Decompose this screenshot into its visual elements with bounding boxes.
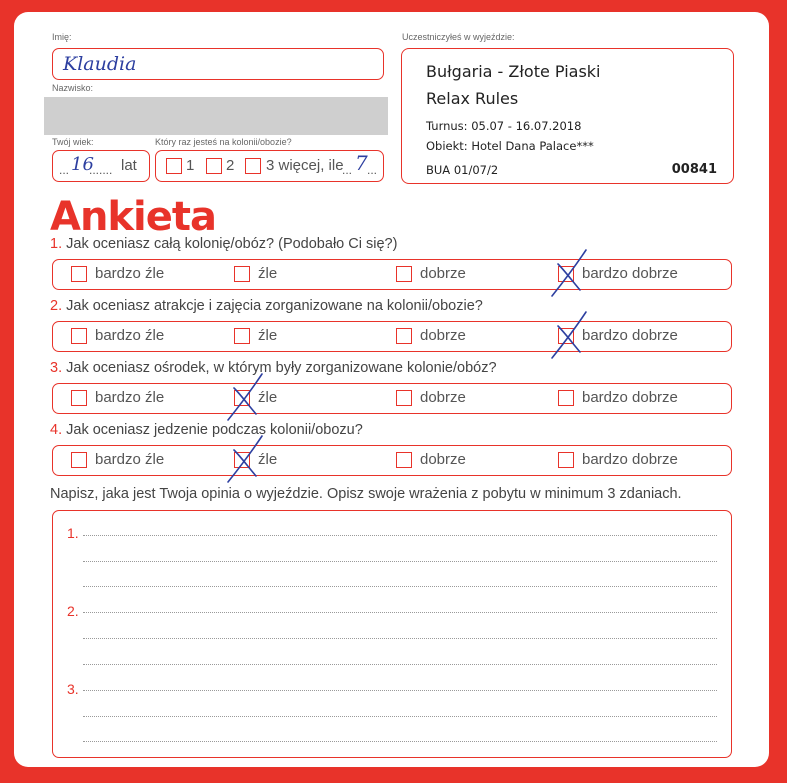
rating-option-label: bardzo źle <box>95 451 165 468</box>
question-3-text <box>50 360 497 376</box>
rating-checkbox[interactable] <box>396 328 412 344</box>
rating-option-label: bardzo dobrze <box>582 389 678 406</box>
writing-line <box>83 664 717 665</box>
times-dots: ... <box>342 163 353 177</box>
writing-line <box>83 690 717 691</box>
rating-option-label: dobrze <box>420 389 466 406</box>
object-value: Hotel Dana Palace*** <box>471 139 594 153</box>
question-label: Jak oceniasz całą kolonię/obóz? (Podobało Ci się?) <box>66 236 398 252</box>
surname-label: Nazwisko: <box>52 83 94 93</box>
age-field[interactable] <box>52 150 150 182</box>
times-checkbox-3[interactable] <box>245 158 261 174</box>
age-dots-after: ....... <box>89 163 113 177</box>
times-dots-after: ... <box>367 163 378 177</box>
rating-checkbox[interactable] <box>71 390 87 406</box>
age-label: Twój wiek: <box>52 137 94 147</box>
rating-option-label: bardzo dobrze <box>582 265 678 282</box>
trip-destination: Bułgaria - Złote Piaski <box>426 62 601 81</box>
times-value: 7 <box>355 151 368 175</box>
turnus-label: Turnus: <box>426 119 468 133</box>
name-value: Klaudia <box>63 53 137 75</box>
opinion-number-3: 3. <box>67 681 79 697</box>
surname-redacted <box>44 97 388 135</box>
name-field[interactable] <box>52 48 384 80</box>
name-label: Imię: <box>52 32 72 42</box>
times-option-3: 3 więcej, ile <box>266 157 344 174</box>
opinion-number-1: 1. <box>67 525 79 541</box>
rating-option-label: dobrze <box>420 327 466 344</box>
question-number: 2. <box>50 298 63 314</box>
question-2-options <box>52 321 732 352</box>
survey-sheet <box>14 12 769 767</box>
rating-option-label: źle <box>258 327 278 344</box>
question-label: Jak oceniasz atrakcje i zajęcia zorganizowane na kolonii/obozie? <box>66 298 483 314</box>
rating-option-label: bardzo dobrze <box>582 327 678 344</box>
question-2-text <box>50 298 483 314</box>
opinion-prompt: Napisz, jaka jest Twoja opinia o wyjeździe. Opisz swoje wrażenia z pobytu w minimum 3 zdaniach. <box>50 486 682 502</box>
rating-option-label: źle <box>258 265 278 282</box>
rating-checkbox[interactable] <box>234 390 250 406</box>
rating-checkbox[interactable] <box>234 452 250 468</box>
age-dots-before: ... <box>59 163 70 177</box>
rating-option-label: źle <box>258 389 278 406</box>
writing-line <box>83 741 717 742</box>
question-number: 4. <box>50 422 63 438</box>
rating-checkbox[interactable] <box>71 452 87 468</box>
object-label: Obiekt: <box>426 139 468 153</box>
times-checkbox-2[interactable] <box>206 158 222 174</box>
trip-number: 00841 <box>671 162 717 177</box>
rating-checkbox[interactable] <box>558 390 574 406</box>
rating-checkbox[interactable] <box>71 328 87 344</box>
trip-info-box <box>401 48 734 184</box>
writing-line <box>83 638 717 639</box>
writing-line <box>83 561 717 562</box>
rating-option-label: dobrze <box>420 265 466 282</box>
rating-checkbox[interactable] <box>396 266 412 282</box>
question-4-options <box>52 445 732 476</box>
writing-line <box>83 535 717 536</box>
age-unit: lat <box>121 157 137 174</box>
rating-option-label: bardzo źle <box>95 389 165 406</box>
survey-title: Ankieta <box>50 194 216 240</box>
turnus-value: 05.07 - 16.07.2018 <box>471 119 582 133</box>
question-1-options <box>52 259 732 290</box>
times-option-1: 1 <box>186 157 195 174</box>
trip-code: BUA 01/07/2 <box>426 163 499 177</box>
age-value: 16 <box>71 154 94 175</box>
rating-checkbox[interactable] <box>396 452 412 468</box>
trip-label: Uczestniczyłeś w wyjeździe: <box>402 32 515 42</box>
times-field <box>155 150 384 182</box>
rating-checkbox[interactable] <box>558 266 574 282</box>
writing-line <box>83 612 717 613</box>
times-option-2: 2 <box>226 157 235 174</box>
writing-line <box>83 716 717 717</box>
rating-option-label: bardzo dobrze <box>582 451 678 468</box>
rating-checkbox[interactable] <box>396 390 412 406</box>
opinion-number-2: 2. <box>67 603 79 619</box>
writing-line <box>83 586 717 587</box>
question-label: Jak oceniasz jedzenie podczas kolonii/obozu? <box>66 422 363 438</box>
rating-checkbox[interactable] <box>558 328 574 344</box>
rating-checkbox[interactable] <box>71 266 87 282</box>
question-number: 3. <box>50 360 63 376</box>
question-number: 1. <box>50 236 63 252</box>
rating-option-label: bardzo źle <box>95 327 165 344</box>
rating-option-label: dobrze <box>420 451 466 468</box>
rating-checkbox[interactable] <box>234 328 250 344</box>
question-3-options <box>52 383 732 414</box>
question-4-text <box>50 422 363 438</box>
times-checkbox-1[interactable] <box>166 158 182 174</box>
rating-option-label: bardzo źle <box>95 265 165 282</box>
times-label: Który raz jesteś na kolonii/obozie? <box>155 137 292 147</box>
opinion-textarea[interactable] <box>52 510 732 758</box>
rating-checkbox[interactable] <box>558 452 574 468</box>
trip-program: Relax Rules <box>426 89 519 108</box>
rating-option-label: źle <box>258 451 278 468</box>
rating-checkbox[interactable] <box>234 266 250 282</box>
question-1-text <box>50 236 397 252</box>
question-label: Jak oceniasz ośrodek, w którym były zorganizowane kolonie/obóz? <box>66 360 497 376</box>
